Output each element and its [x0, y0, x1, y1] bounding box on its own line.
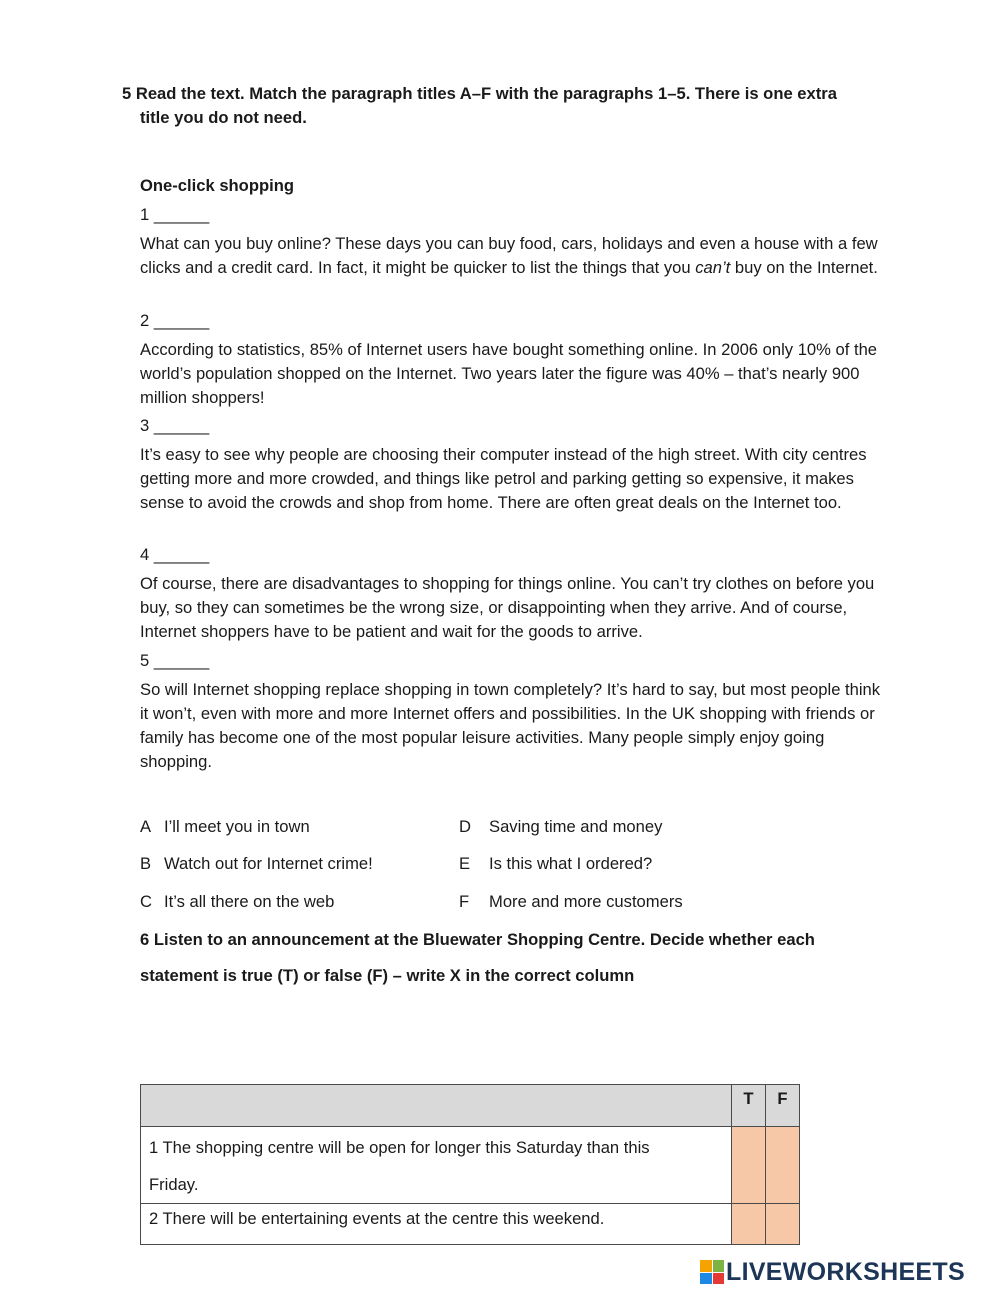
title-option-b: [140, 852, 373, 876]
title-option-e: [459, 852, 652, 876]
title-option-letter: B: [140, 854, 152, 873]
statement-1: [141, 1127, 732, 1204]
paragraph-1-number[interactable]: 1 ______: [140, 205, 210, 224]
table-row: [141, 1127, 800, 1204]
true-false-table: [140, 1084, 800, 1245]
title-option-text: I’ll meet you in town: [164, 817, 310, 836]
title-option-letter: A: [140, 817, 152, 836]
title-option-letter: C: [140, 892, 152, 911]
title-option-f: [459, 890, 683, 914]
column-header-false: F: [766, 1085, 800, 1127]
paragraph-5-text: So will Internet shopping replace shopping in town completely? It’s hard to say, but most people think it won’t, even with more and more Internet offers and possibilities. In the UK shopping with friends or family has become one of the most popular leisure activities. Many people simply enjoy going shopping.: [140, 680, 881, 771]
task-5-line-2: title you do not need.: [140, 108, 307, 127]
paragraph-4-number[interactable]: 4 ______: [140, 545, 210, 564]
liveworksheets-logo: [700, 1258, 995, 1286]
title-option-text: It’s all there on the web: [164, 892, 335, 911]
answer-cell-2-false[interactable]: [766, 1204, 800, 1245]
answer-cell-2-true[interactable]: [732, 1204, 766, 1245]
statement-2-line-1: 2 There will be entertaining events at the centre this weekend.: [149, 1209, 605, 1228]
answer-cell-1-false[interactable]: [766, 1127, 800, 1204]
column-header-true: T: [732, 1085, 766, 1127]
paragraph-1-text-end: buy on the Internet.: [730, 258, 878, 277]
title-option-text: More and more customers: [489, 892, 683, 911]
paragraph-2-text: According to statistics, 85% of Internet users have bought something online. In 2006 only 10% of the world’s population shopped on the Internet. Two years later the figure was 40% – that’s nearly 900 million shoppers!: [140, 340, 878, 407]
task-6-line-1: 6 Listen to an announcement at the Bluewater Shopping Centre. Decide whether each: [140, 930, 815, 949]
title-option-text: Saving time and money: [489, 817, 663, 836]
paragraph-2-number[interactable]: 2 ______: [140, 311, 210, 330]
paragraph-3-number[interactable]: 3 ______: [140, 416, 210, 435]
title-option-c: [140, 890, 334, 914]
logo-mark-cell: [713, 1260, 725, 1272]
title-option-d: [459, 815, 662, 839]
title-option-letter: F: [459, 892, 470, 911]
logo-mark-cell: [700, 1260, 712, 1272]
paragraph-3-text: It’s easy to see why people are choosing their computer instead of the high street. With city centres getting more and more crowded, and things like petrol and parking getting so expensive, it makes sense to avoid the crowds and shop from home. There are often great deals on the Internet too.: [140, 445, 867, 512]
paragraph-4-text: Of course, there are disadvantages to shopping for things online. You can’t try clothes on before you buy, so they can sometimes be the wrong size, or disappointing when they arrive. And of course, Internet shoppers have to be patient and wait for the goods to arrive.: [140, 574, 875, 641]
paragraph-1-text: [140, 232, 885, 280]
paragraph-1-text-start: What can you buy online? These days you can buy food, cars, holidays and even a house with a few clicks and a credit card. In fact, it might be quicker to list the things that you: [140, 234, 878, 277]
title-option-a: [140, 815, 310, 839]
paragraph-5-number[interactable]: 5 ______: [140, 651, 210, 670]
statement-1-line-1: 1 The shopping centre will be open for longer this Saturday than this: [149, 1138, 650, 1157]
paragraph-1-emphasis: can’t: [695, 258, 731, 277]
task-6-line-2: statement is true (T) or false (F) – write X in the correct column: [140, 966, 635, 985]
title-option-text: Is this what I ordered?: [489, 854, 653, 873]
task-5-line-1: 5 Read the text. Match the paragraph titles A–F with the paragraphs 1–5. There is one extra: [122, 84, 837, 103]
answer-cell-1-true[interactable]: [732, 1127, 766, 1204]
title-option-text: Watch out for Internet crime!: [164, 854, 373, 873]
table-row: [141, 1204, 800, 1245]
logo-mark-cell: [700, 1273, 712, 1285]
title-option-letter: E: [459, 854, 471, 873]
article-title: One-click shopping: [140, 176, 294, 195]
table-header-row: [141, 1085, 800, 1127]
statement-1-line-2: Friday.: [149, 1175, 199, 1194]
task-5-instructions: [122, 82, 882, 130]
logo-mark-icon: [700, 1260, 724, 1284]
table-header-blank: [141, 1085, 732, 1127]
logo-text: LIVEWORKSHEETS: [726, 1257, 965, 1286]
logo-mark-cell: [713, 1273, 725, 1285]
title-option-letter: D: [459, 817, 471, 836]
statement-2: [141, 1204, 732, 1245]
